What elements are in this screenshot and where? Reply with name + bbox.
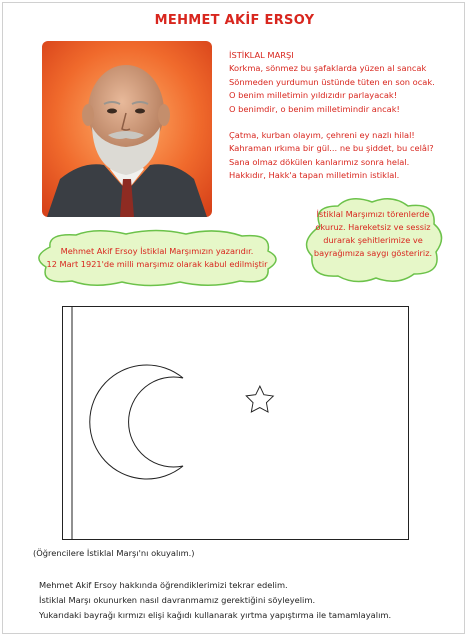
poem-line: Sönmeden yurdumun üstünde tüten en son ocak. [229,76,435,87]
cloud-text-line: okuruz. Hareketsiz ve sessiz [315,222,431,232]
poem-line: O benim milletimin yıldızıdır parlayacak! [229,90,398,101]
caption-text: (Öğrencilere İstiklal Marşı'nı okuyalım.) [33,548,195,558]
portrait-drawing [42,41,212,217]
poem-line: Çatma, kurban olayım, çehreni ey nazlı hilal! [229,130,415,141]
poem-title: İSTİKLAL MARŞI [229,50,294,60]
poem-line: Hakkıdır, Hakk'a tapan milletimin istiklal. [229,170,400,181]
instruction-line: Yukarıdaki bayrağı kırmızı elişi kağıdı kullanarak yırtma yapıştırma ile tamamlayalım. [39,610,392,620]
instructions-list [39,578,391,623]
instruction-line: Mehmet Akif Ersoy hakkında öğrendiklerimizi tekrar edelim. [39,580,288,590]
info-cloud-left [30,229,284,287]
cloud-text-line: durarak şehitlerimize ve [323,235,423,245]
cloud-text-line: İstiklal Marşımızı törenlerde [316,209,430,219]
poem-line: Sana olmaz dökülen kanlarımız sonra helal. [229,156,410,167]
turkish-flag-outline [62,306,412,546]
instruction-line: İstiklal Marşı okunurken nasıl davranmamız gerektiğini söyleyelim. [39,595,316,605]
poem-line: Korkma, sönmez bu şafaklarda yüzen al sancak [229,63,427,74]
page-title: MEHMET AKİF ERSOY [154,13,315,28]
poem-line: O benimdir, o benim milletimindir ancak! [229,103,400,114]
info-cloud-right [298,196,448,284]
poem-block [229,49,459,183]
cloud-text-line: 12 Mart 1921'de milli marşımız olarak kabul edilmiştir [46,259,268,269]
portrait-image [42,41,212,217]
cloud-text-line: bayrağımıza saygı gösteririz. [313,248,433,258]
poem-line: Kahraman ırkıma bir gül... ne bu şiddet, bu celâl? [229,143,434,154]
cloud-text-line: Mehmet Akif Ersoy İstiklal Marşımızın yazarıdır. [60,246,254,256]
